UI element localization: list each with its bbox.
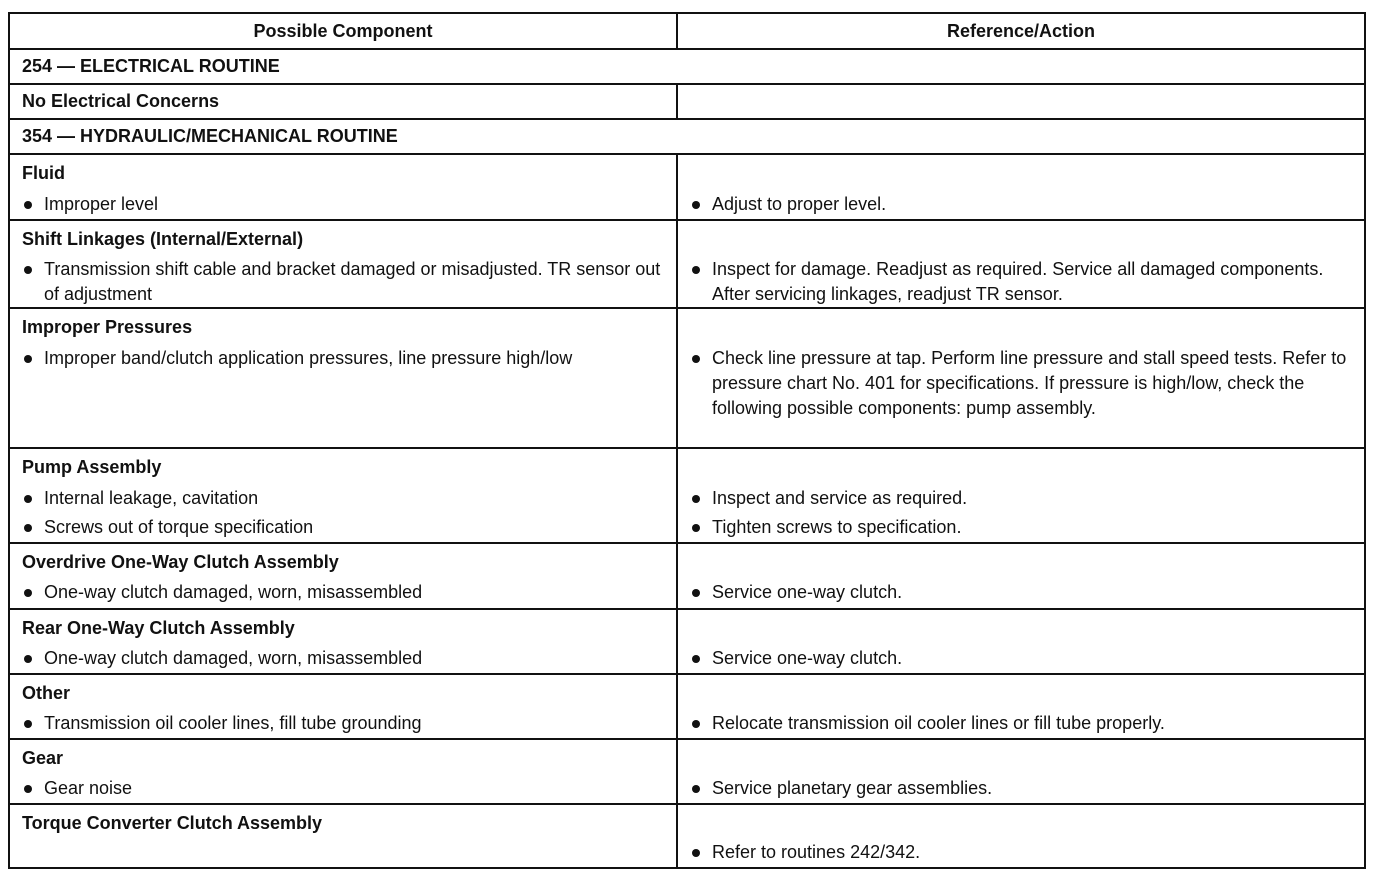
section-heading: Overdrive One-Way Clutch Assembly — [22, 552, 339, 572]
action-cell — [677, 220, 1365, 308]
action-cell — [677, 674, 1365, 739]
action-cell — [677, 448, 1365, 543]
action-cell — [677, 739, 1365, 804]
header-row — [9, 13, 1365, 49]
header-possible-component: Possible Component — [9, 13, 677, 49]
bullet-icon — [24, 589, 32, 597]
component-cell — [9, 739, 677, 804]
section-row-improper-pressures — [9, 308, 1365, 448]
action-item — [690, 840, 1350, 865]
section-heading: Fluid — [22, 163, 65, 183]
bullet-icon — [24, 655, 32, 663]
section-row-other — [9, 674, 1365, 739]
section-heading: Rear One-Way Clutch Assembly — [22, 618, 295, 638]
bullet-icon — [24, 785, 32, 793]
component-item-text: Screws out of torque specification — [44, 517, 314, 537]
routine-row-hydraulic — [9, 119, 1365, 154]
action-item — [690, 646, 1350, 671]
component-cell — [9, 543, 677, 609]
component-item — [22, 646, 662, 671]
bullet-icon — [24, 720, 32, 728]
bullet-icon — [692, 201, 700, 209]
section-row-gear — [9, 739, 1365, 804]
action-item — [690, 192, 1350, 217]
component-item-text: Transmission oil cooler lines, fill tube grounding — [44, 713, 422, 733]
bullet-icon — [692, 355, 700, 363]
component-cell — [9, 154, 677, 220]
action-item — [690, 515, 1350, 540]
component-cell — [9, 448, 677, 543]
action-item-text: Inspect for damage. Readjust as required. Service all damaged components. After servicing linkages, readjust TR sensor. — [712, 259, 1324, 304]
component-item-text: Transmission shift cable and bracket damaged or misadjusted. TR sensor out of adjustment — [44, 259, 661, 304]
component-item-text: Internal leakage, cavitation — [44, 488, 259, 508]
action-cell — [677, 308, 1365, 448]
section-heading: Shift Linkages (Internal/External) — [22, 229, 304, 249]
component-cell — [9, 804, 677, 868]
component-cell — [9, 220, 677, 308]
component-item — [22, 486, 662, 511]
component-item-text: One-way clutch damaged, worn, misassembled — [44, 582, 423, 602]
section-heading: Other — [22, 683, 71, 703]
component-cell — [9, 308, 677, 448]
bullet-icon — [24, 201, 32, 209]
hydraulic-routine-title: 354 — HYDRAULIC/MECHANICAL ROUTINE — [9, 119, 1365, 154]
bullet-icon — [24, 266, 32, 274]
action-item-text: Adjust to proper level. — [712, 194, 887, 214]
action-item-text: Service one-way clutch. — [712, 582, 903, 602]
action-item — [690, 486, 1350, 511]
component-cell — [9, 609, 677, 674]
action-item-text: Service planetary gear assemblies. — [712, 778, 993, 798]
action-item — [690, 257, 1350, 307]
component-item-text: One-way clutch damaged, worn, misassembled — [44, 648, 423, 668]
section-row-overdrive-one-way-clutch — [9, 543, 1365, 609]
action-item-text: Relocate transmission oil cooler lines or fill tube properly. — [712, 713, 1165, 733]
section-heading: Pump Assembly — [22, 457, 162, 477]
component-item — [22, 711, 662, 736]
component-item — [22, 515, 662, 540]
action-item — [690, 346, 1350, 421]
bullet-icon — [692, 495, 700, 503]
section-heading: Torque Converter Clutch Assembly — [22, 813, 323, 833]
action-item-text: Service one-way clutch. — [712, 648, 903, 668]
bullet-icon — [692, 720, 700, 728]
action-item — [690, 776, 1350, 801]
no-electrical-row — [9, 84, 1365, 119]
bullet-icon — [692, 266, 700, 274]
no-electrical-action — [677, 84, 1365, 119]
routine-row-electrical — [9, 49, 1365, 84]
section-heading: Improper Pressures — [22, 317, 193, 337]
section-row-fluid — [9, 154, 1365, 220]
section-row-pump-assembly — [9, 448, 1365, 543]
section-row-shift-linkages — [9, 220, 1365, 308]
bullet-icon — [24, 355, 32, 363]
component-item-text: Improper level — [44, 194, 159, 214]
bullet-icon — [692, 655, 700, 663]
action-item-text: Tighten screws to specification. — [712, 517, 962, 537]
section-heading: Gear — [22, 748, 64, 768]
component-item — [22, 776, 662, 801]
bullet-icon — [24, 524, 32, 532]
action-cell — [677, 543, 1365, 609]
header-reference-action: Reference/Action — [677, 13, 1365, 49]
bullet-icon — [692, 524, 700, 532]
action-item-text: Inspect and service as required. — [712, 488, 968, 508]
action-item-text: Check line pressure at tap. Perform line pressure and stall speed tests. Refer to pressure chart No. 401 for specifications. If pressure is high/low, check the following possible components: pump assembly. — [712, 348, 1347, 418]
section-row-torque-converter-clutch — [9, 804, 1365, 868]
bullet-icon — [692, 849, 700, 857]
electrical-routine-title: 254 — ELECTRICAL ROUTINE — [9, 49, 1365, 84]
bullet-icon — [24, 495, 32, 503]
diagnostic-table — [8, 12, 1366, 869]
bullet-icon — [692, 785, 700, 793]
action-item — [690, 711, 1350, 736]
action-cell — [677, 609, 1365, 674]
component-item — [22, 257, 662, 307]
section-row-rear-one-way-clutch — [9, 609, 1365, 674]
action-item — [690, 580, 1350, 605]
component-item — [22, 346, 662, 371]
component-item-text: Improper band/clutch application pressures, line pressure high/low — [44, 348, 573, 368]
action-cell — [677, 154, 1365, 220]
component-item — [22, 192, 662, 217]
component-item — [22, 580, 662, 605]
no-electrical-concerns-label: No Electrical Concerns — [9, 84, 677, 119]
component-item-text: Gear noise — [44, 778, 133, 798]
bullet-icon — [692, 589, 700, 597]
component-cell — [9, 674, 677, 739]
action-cell — [677, 804, 1365, 868]
action-item-text: Refer to routines 242/342. — [712, 842, 921, 862]
